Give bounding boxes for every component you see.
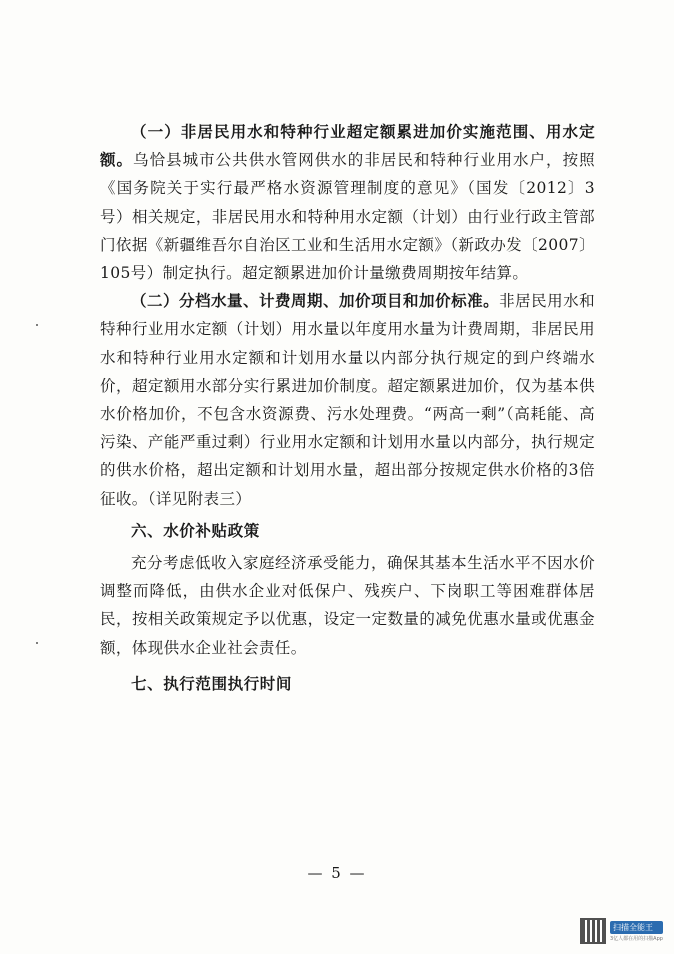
paragraph-tiers-and-rates [100, 287, 595, 513]
page-number: — 5 — [307, 864, 367, 882]
paragraph-scope-and-quota [100, 118, 595, 287]
paragraph-lead: （一）非居民用水和特种行业超定额累进加价实施范围、用水定额。 [100, 122, 595, 170]
qr-code-icon [580, 918, 606, 944]
section-7-heading: 七、执行范围执行时间 [131, 673, 293, 693]
section-6-heading: 六、水价补贴政策 [131, 520, 260, 540]
scan-speck [36, 324, 38, 326]
paragraph-lead: （二）分档水量、计费周期、加价项目和加价标准。 [131, 291, 500, 311]
watermark-subtitle: 3亿人都在用的扫描App [610, 935, 663, 942]
scanner-watermark [580, 916, 668, 946]
scan-speck [36, 642, 38, 644]
watermark-logo: 扫描全能王 [610, 921, 663, 934]
section-6-body: 充分考虑低收入家庭经济承受能力，确保其基本生活水平不因水价调整而降低，由供水企业对低保户、残疾户、下岗职工等困难群体居民，按相关政策规定予以优惠，设定一定数量的减免优惠水量或优惠金额，体现供水企业社会责任。 [100, 554, 595, 657]
document-body [100, 118, 595, 702]
paragraph-text: 乌恰县城市公共供水管网供水的非居民和特种行业用水户，按照《国务院关于实行最严格水资源管理制度的意见》（国发〔2012〕3号）相关规定，非居民用水和特种用水定额（计划）由行业行政主管部门依据《新疆维吾尔自治区工业和生活用水定额》（新政办发〔2007〕105号）制定执行。超定额累进加价计量缴费周期按年结算。 [100, 151, 595, 283]
watermark-text [610, 921, 663, 942]
paragraph-text: 非居民用水和特种行业用水定额（计划）用水量以年度用水量为计费周期，非居民用水和特种行业用水定额和计划用水量以内部分执行规定的到户终端水价，超定额用水部分实行累进加价制度。超定额累进加价，仅为基本供水价格加价，不包含水资源费、污水处理费。“两高一剩”（高耗能、高污染、产能严重过剩）行业用水定额和计划用水量以内部分，执行规定的供水价格，超出定额和计划用水量，超出部分按规定供水价格的3倍征收。（详见附表三） [100, 292, 595, 508]
